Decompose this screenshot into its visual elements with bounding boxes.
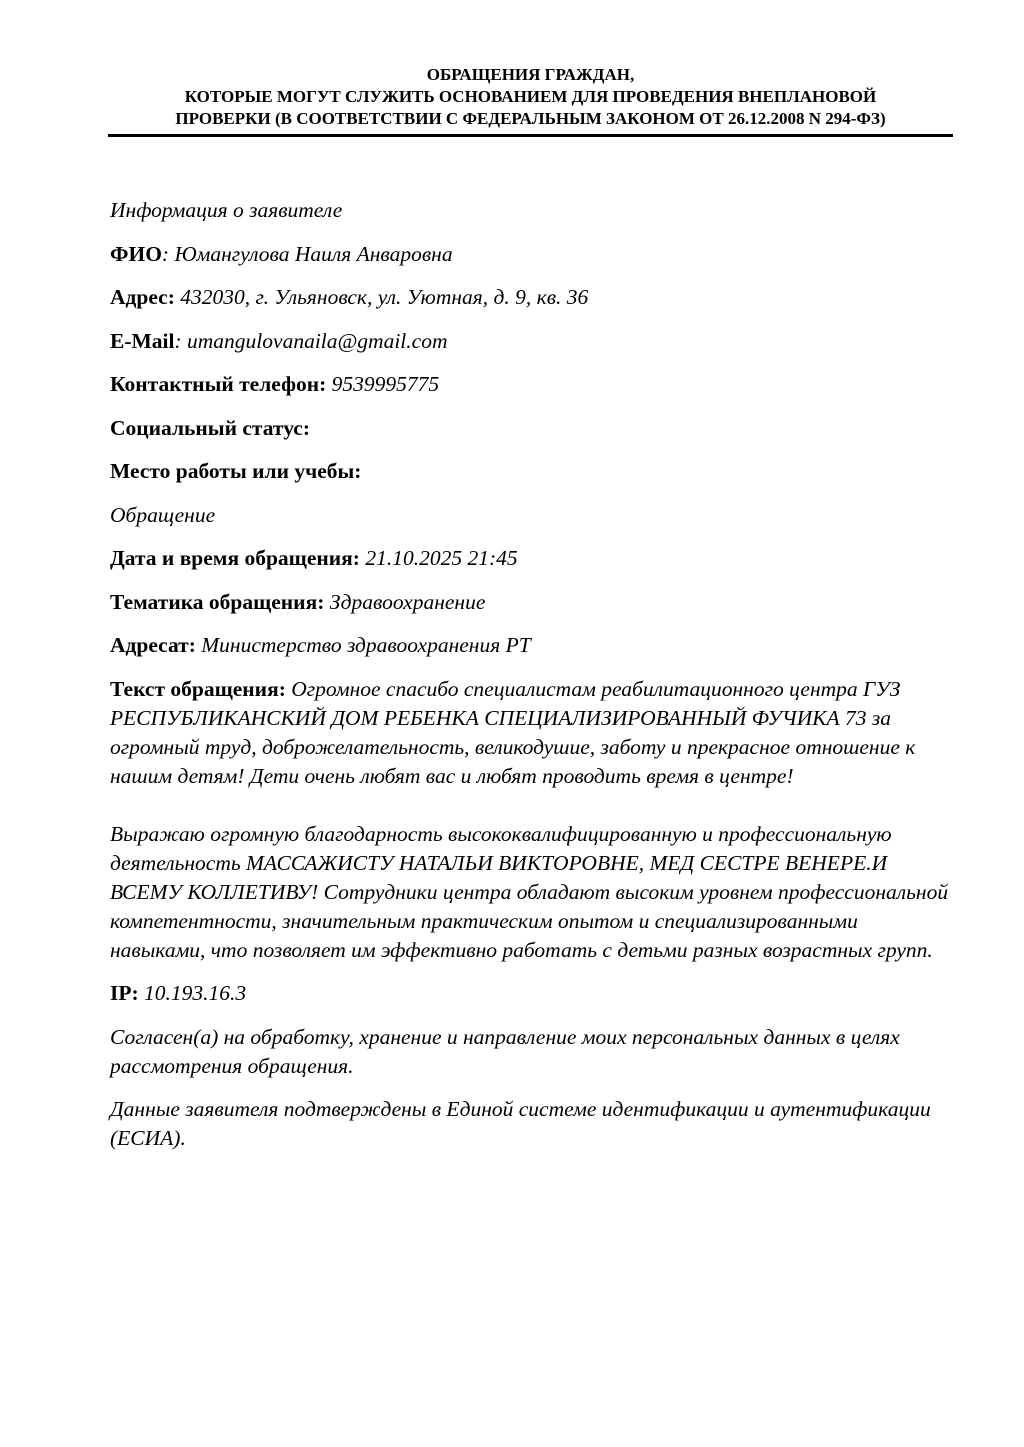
addressee-value: Министерство здравоохранения РТ xyxy=(195,633,531,657)
fio-row xyxy=(110,240,955,269)
addressee-row xyxy=(110,631,955,660)
ip-value: 10.193.16.3 xyxy=(138,981,247,1005)
appeal-text-block xyxy=(110,675,955,965)
appeal-text-label: Текст обращения: xyxy=(110,676,286,701)
header-title-line-3: ПРОВЕРКИ (В СООТВЕТСТВИИ С ФЕДЕРАЛЬНЫМ ЗАКОНОМ ОТ 26.12.2008 N 294-ФЗ) xyxy=(175,109,886,128)
fio-value: : Юмангулова Наиля Анваровна xyxy=(161,241,453,266)
appeal-text-paragraph-1 xyxy=(110,675,955,791)
esia-note: Данные заявителя подтверждены в Единой системе идентификации и аутентификации (ЕСИА). xyxy=(110,1097,931,1150)
appeal-section-title: Обращение xyxy=(110,502,216,527)
datetime-value: 21.10.2025 21:45 xyxy=(359,546,518,570)
topic-value: Здравоохранение xyxy=(324,589,486,614)
topic-row xyxy=(110,588,955,617)
phone-value: 9539995775 xyxy=(326,372,440,396)
address-label: Адрес: xyxy=(110,285,175,309)
address-value: 432030, г. Ульяновск, ул. Уютная, д. 9, кв. 36 xyxy=(174,285,589,309)
document-body xyxy=(110,196,955,1168)
applicant-section-title: Информация о заявителе xyxy=(110,198,343,222)
address-row xyxy=(110,283,955,312)
workplace-row xyxy=(110,457,955,486)
social-status-label: Социальный статус: xyxy=(110,415,310,440)
ip-label: IP: xyxy=(110,981,139,1005)
datetime-row xyxy=(110,544,955,573)
header-title-line-1: ОБРАЩЕНИЯ ГРАЖДАН, xyxy=(426,65,635,84)
email-row xyxy=(110,327,955,356)
document-header xyxy=(108,64,953,130)
phone-row xyxy=(110,370,955,399)
appeal-text-paragraph-2: Выражаю огромную благодарность высококвалифицированную и профессиональную деятельность МАССАЖИСТУ НАТАЛЬИ ВИКТОРОВНЕ, МЕД СЕСТРЕ ВЕНЕРЕ.И ВСЕМУ КОЛЛЕТИВУ! Сотрудники центра обладают высоким уровнем профессиональной компетентности, значительным практическим опытом и специализированными навыками, что позволяет им эффективно работать с детьми разных возрастных групп. xyxy=(110,821,949,962)
email-value: : umangulovanaila@gmail.com xyxy=(174,328,448,353)
fio-label: ФИО xyxy=(110,241,162,266)
header-title-line-2: КОТОРЫЕ МОГУТ СЛУЖИТЬ ОСНОВАНИЕМ ДЛЯ ПРОВЕДЕНИЯ ВНЕПЛАНОВОЙ xyxy=(184,87,877,106)
header-divider xyxy=(108,134,953,137)
social-status-row xyxy=(110,414,955,443)
ip-row xyxy=(110,979,955,1008)
addressee-label: Адресат: xyxy=(110,633,196,657)
topic-label: Тематика обращения: xyxy=(110,589,325,614)
datetime-label: Дата и время обращения: xyxy=(110,546,360,570)
appeal-text-paragraph-1-content: Огромное спасибо специалистам реабилитационного центра ГУЗ РЕСПУБЛИКАНСКИЙ ДОМ РЕБЕНКА СПЕЦИАЛИЗИРОВАННЫЙ ФУЧИКА 73 за огромный труд, доброжелательность, великодушие, заботу и прекрасное отношение к нашим детям! Дети очень любят вас и любят проводить время в центре! xyxy=(110,676,916,788)
consent-note: Согласен(а) на обработку, хранение и направление моих персональных данных в целях рассмотрения обращения. xyxy=(110,1024,900,1078)
phone-label: Контактный телефон: xyxy=(110,372,327,396)
workplace-label: Место работы или учебы: xyxy=(110,459,362,483)
email-label: E-Mail xyxy=(110,328,175,353)
